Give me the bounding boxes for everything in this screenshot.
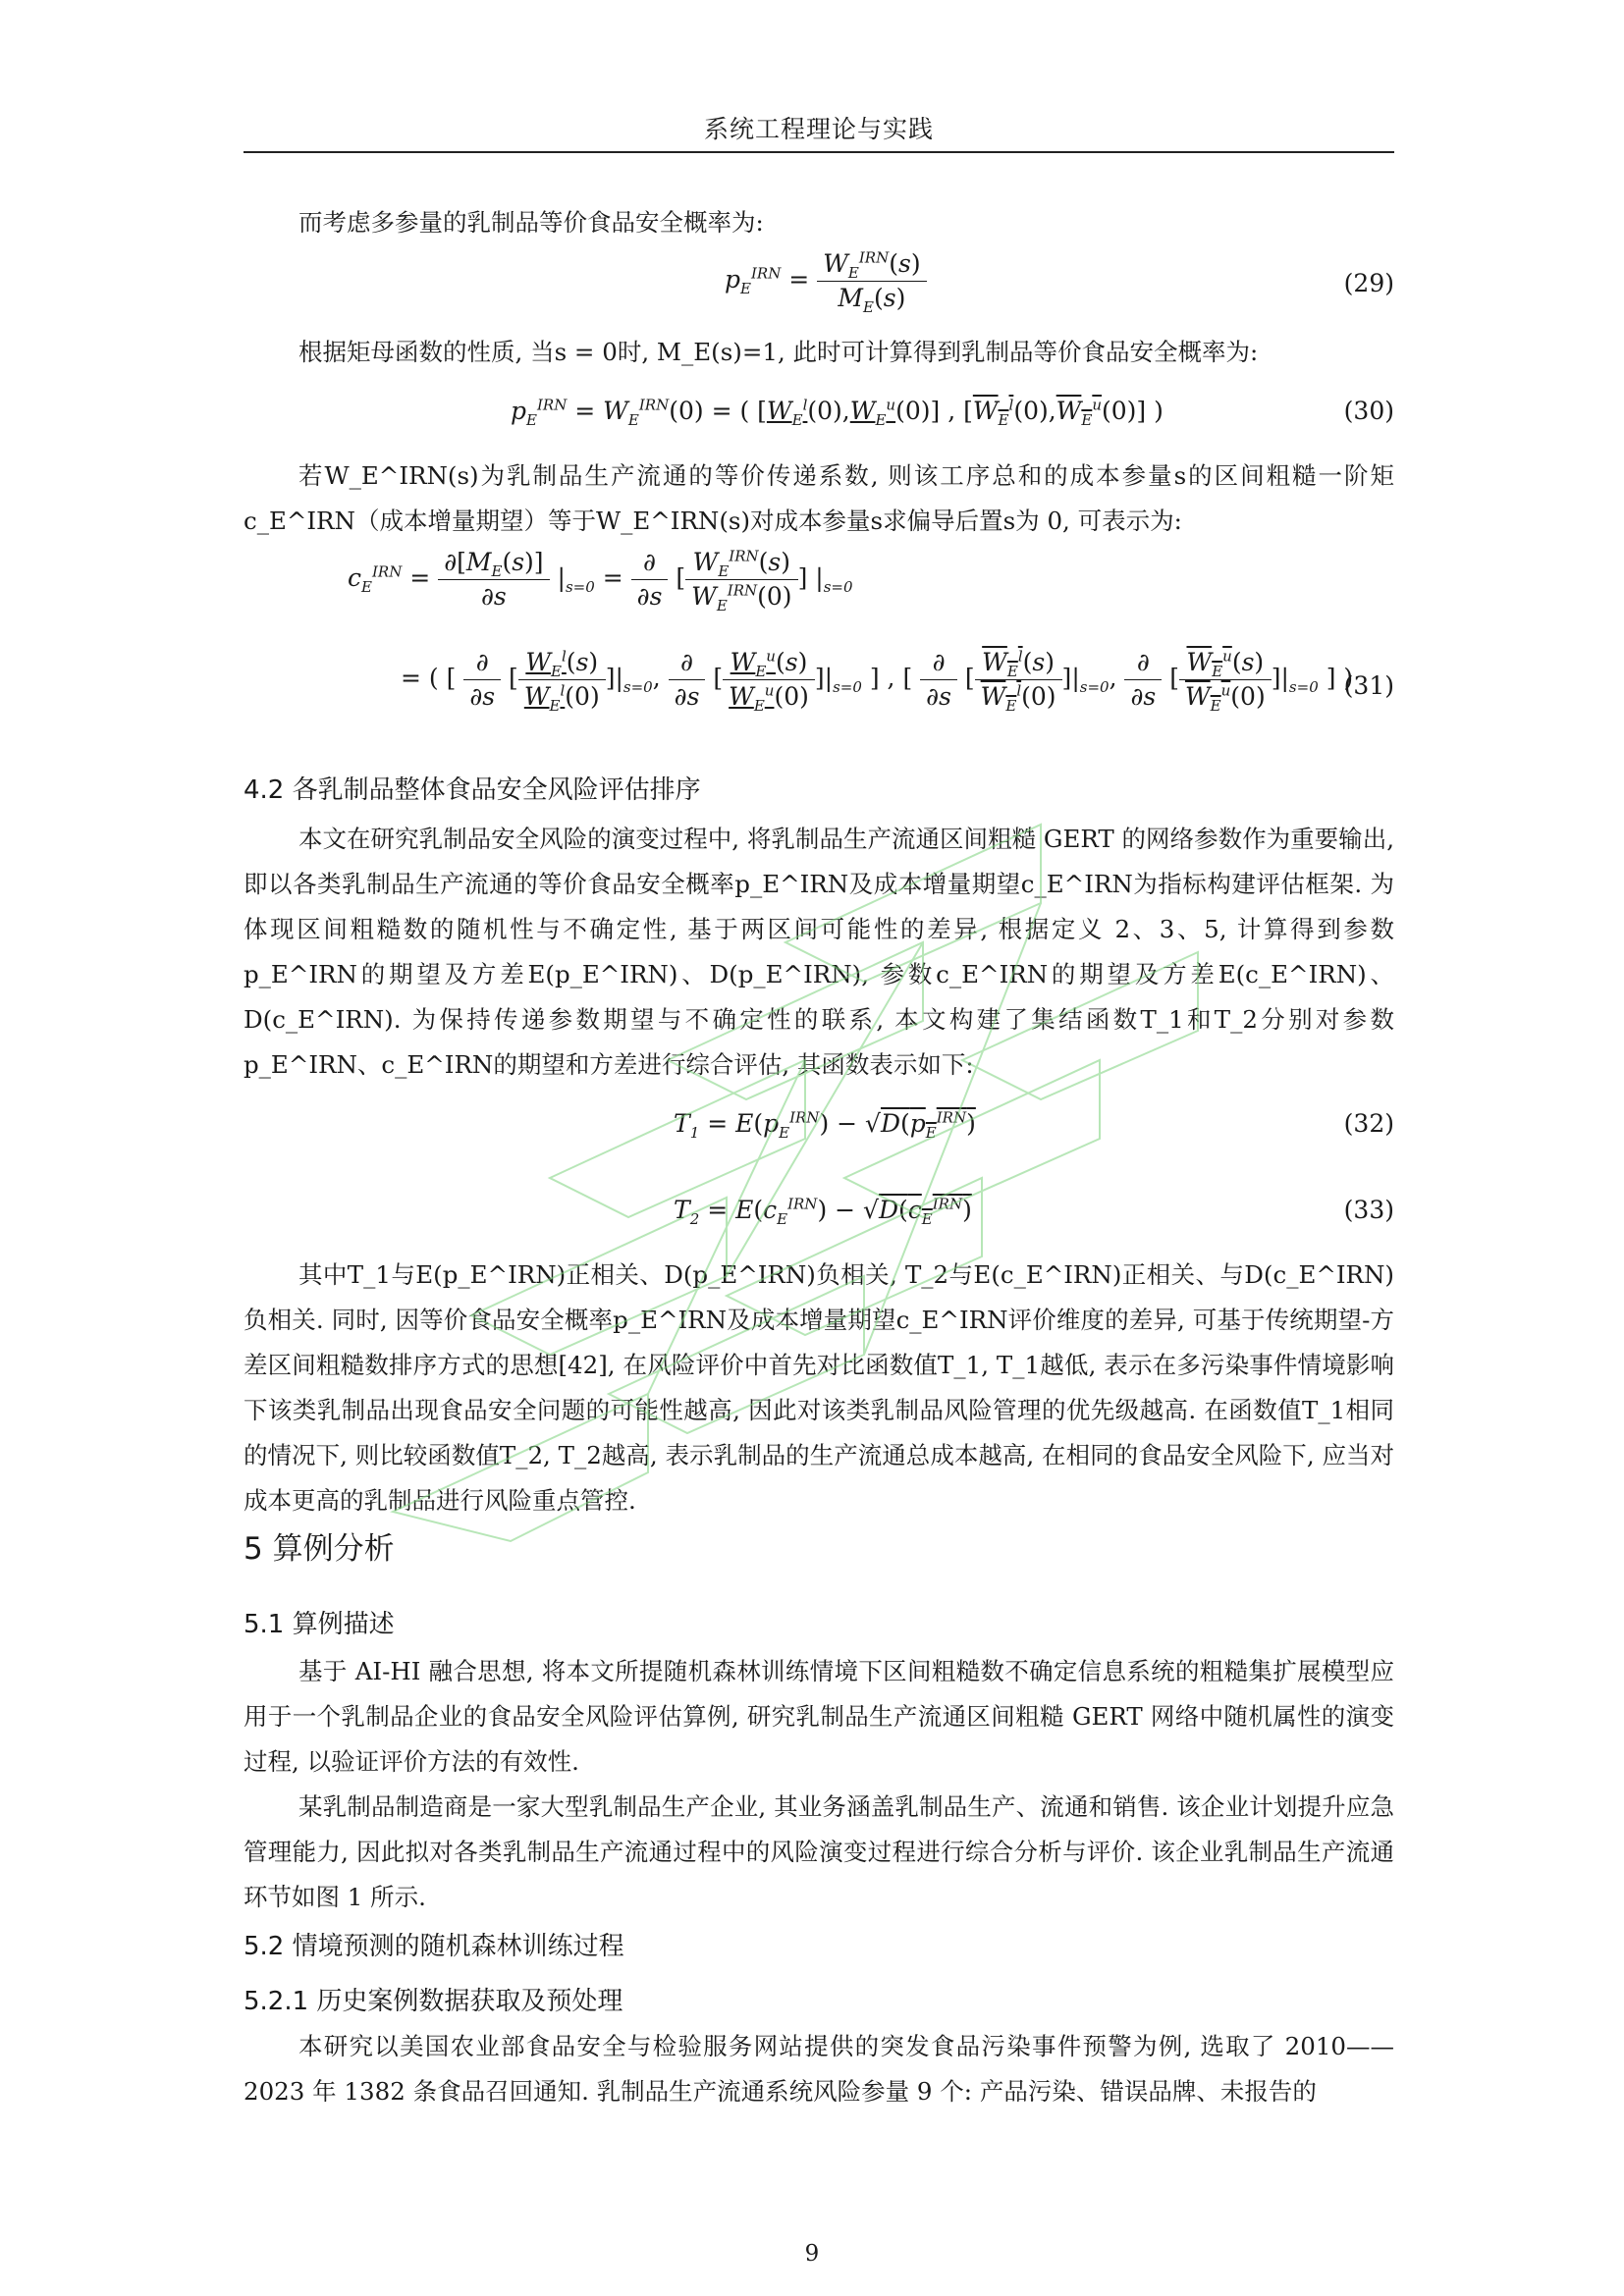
section-5-2-1-heading: 5.2.1 历史案例数据获取及预处理 [244, 1987, 623, 2016]
paragraph-5: 其中T_1与E(p_E^IRN)正相关、D(p_E^IRN)负相关, T_2与E(c_E^IRN)正相关、与D(c_E^IRN)负相关. 同时, 因等价食品安全概率p_E^IRN及成本增量期望c_E^IRN评价维度的差异, 可基于传统期望-方差区间粗糙数排序方式的思想[42], 在风险评价中首先对比函数值T_1, T_1越低, 表示在多污染事件情境影响下该类乳制品出现食品安全问题的可能性越高, 因此对该类乳制品风险管理的优先级越高. 在函数值T_1相同的情况下, 则比较函数值T_2, T_2越高, 表示乳制品的生产流通总成本越高, 在相同的食品安全风险下, 应当对成本更高的乳制品进行风险重点管控. [244, 1260, 1394, 1515]
equation-32-number: (32) [1343, 1109, 1394, 1138]
equation-33: $T_2 = E(c_E^{IRN}) - √D(c_E^{IRN})$ (33) [674, 1195, 1394, 1228]
equation-29: $p_E^{IRN}$ = $\frac{W_E^{IRN}(s)}{M_E(s)}$ (29) [725, 248, 1394, 316]
paragraph-2: 根据矩母函数的性质, 当s = 0时, M_E(s)=1, 此时可计算得到乳制品等价食品安全概率为: [298, 338, 1259, 366]
equation-31-number: (31) [1343, 671, 1394, 700]
page-number: 9 [804, 2241, 820, 2267]
section-5-2-heading: 5.2 情境预测的随机森林训练过程 [244, 1932, 624, 1961]
equation-30: $p_E^{IRN} = W_E^{IRN}(0)$ = ( $[W_E^l(0),W_E^u(0)]$ , $[W_E^l(0),W_E^u(0)]$ ) (30) [511, 396, 1394, 429]
section-5-1-heading: 5.1 算例描述 [244, 1610, 395, 1639]
equation-33-number: (33) [1343, 1196, 1394, 1224]
paragraph-8: 本研究以美国农业部食品安全与检验服务网站提供的突发食品污染事件预警为例, 选取了 2010——2023 年 1382 条食品召回通知. 乳制品生产流通系统风险参量 9 个: 产品污染、错误品牌、未报告的 [244, 2032, 1394, 2106]
section-4-2-heading: 4.2 各乳制品整体食品安全风险评估排序 [244, 775, 701, 805]
equation-30-number: (30) [1343, 397, 1394, 425]
section-5-heading: 5 算例分析 [244, 1531, 395, 1567]
header-rule [244, 151, 1394, 153]
equation-32: $T_1 = E(p_E^{IRN}) - √D(p_E^{IRN})$ (32) [674, 1108, 1394, 1142]
equation-29-number: (29) [1343, 269, 1394, 297]
paragraph-7: 某乳制品制造商是一家大型乳制品生产企业, 其业务涵盖乳制品生产、流通和销售. 该企业计划提升应急管理能力, 因此拟对各类乳制品生产流通过程中的风险演变过程进行综合分析与评价. 该企业乳制品生产流通环节如图 1 所示. [244, 1792, 1394, 1911]
paragraph-6: 基于 AI-HI 融合思想, 将本文所提随机森林训练情境下区间粗糙数不确定信息系统的粗糙集扩展模型应用于一个乳制品企业的食品安全风险评估算例, 研究乳制品生产流通区间粗糙 GERT 网络中随机属性的演变过程, 以验证评价方法的有效性. [244, 1657, 1394, 1776]
paragraph-3: 若W_E^IRN(s)为乳制品生产流通的等价传递系数, 则该工序总和的成本参量s的区间粗糙一阶矩c_E^IRN（成本增量期望）等于W_E^IRN(s)对成本参量s求偏导后置s为 0, 可表示为: [244, 461, 1394, 535]
paragraph-1: 而考虑多参量的乳制品等价食品安全概率为: [298, 208, 764, 237]
equation-31: $c_E^{IRN}$ = $\frac{\partial[M_E(s)]}{\partial s}$ $|_{s=0}$ = $\frac{\partial}{\partial s}$ [ $\frac{W_E^{IRN}(s)}{W_E^{IRN}(0)}$ ] $|_{s=0}$ = ( [ $\frac{\partial}{\partial s}$ [ $\frac{W_E^l(s)}{W_E^l(0)}$ ]$|_{s=0}$, $\frac{\partial}{\partial s}$ [ $\frac{W_E^u(s)}{W_E^u(0)}$ ]$|_{s=0}$ ] , [ $\frac{\partial}{\partial s}$ [ $\frac{W_E^l(s)}{W_E^l(0)}$ ]$|_{s=0}$, $\frac{\partial}{\partial s}$ [ $\frac{W_E^u(s)}{W_E^u(0)}$ ]$|_{s=0}$ ] ) (31) [348, 547, 1394, 715]
paragraph-4: 本文在研究乳制品安全风险的演变过程中, 将乳制品生产流通区间粗糙 GERT 的网络参数作为重要输出, 即以各类乳制品生产流通的等价食品安全概率p_E^IRN及成本增量期望c_E^IRN为指标构建评估框架. 为体现区间粗糙数的随机性与不确定性, 基于两区间可能性的差异, 根据定义 2、3、5, 计算得到参数p_E^IRN的期望及方差E(p_E^IRN)、D(p_E^IRN), 参数c_E^IRN的期望及方差E(c_E^IRN)、D(c_E^IRN). 为保持传递参数期望与不确定性的联系, 本文构建了集结函数T_1和T_2分别对参数p_E^IRN、c_E^IRN的期望和方差进行综合评估, 其函数表示如下: [244, 825, 1394, 1079]
running-head: 系统工程理论与实践 [703, 115, 934, 143]
